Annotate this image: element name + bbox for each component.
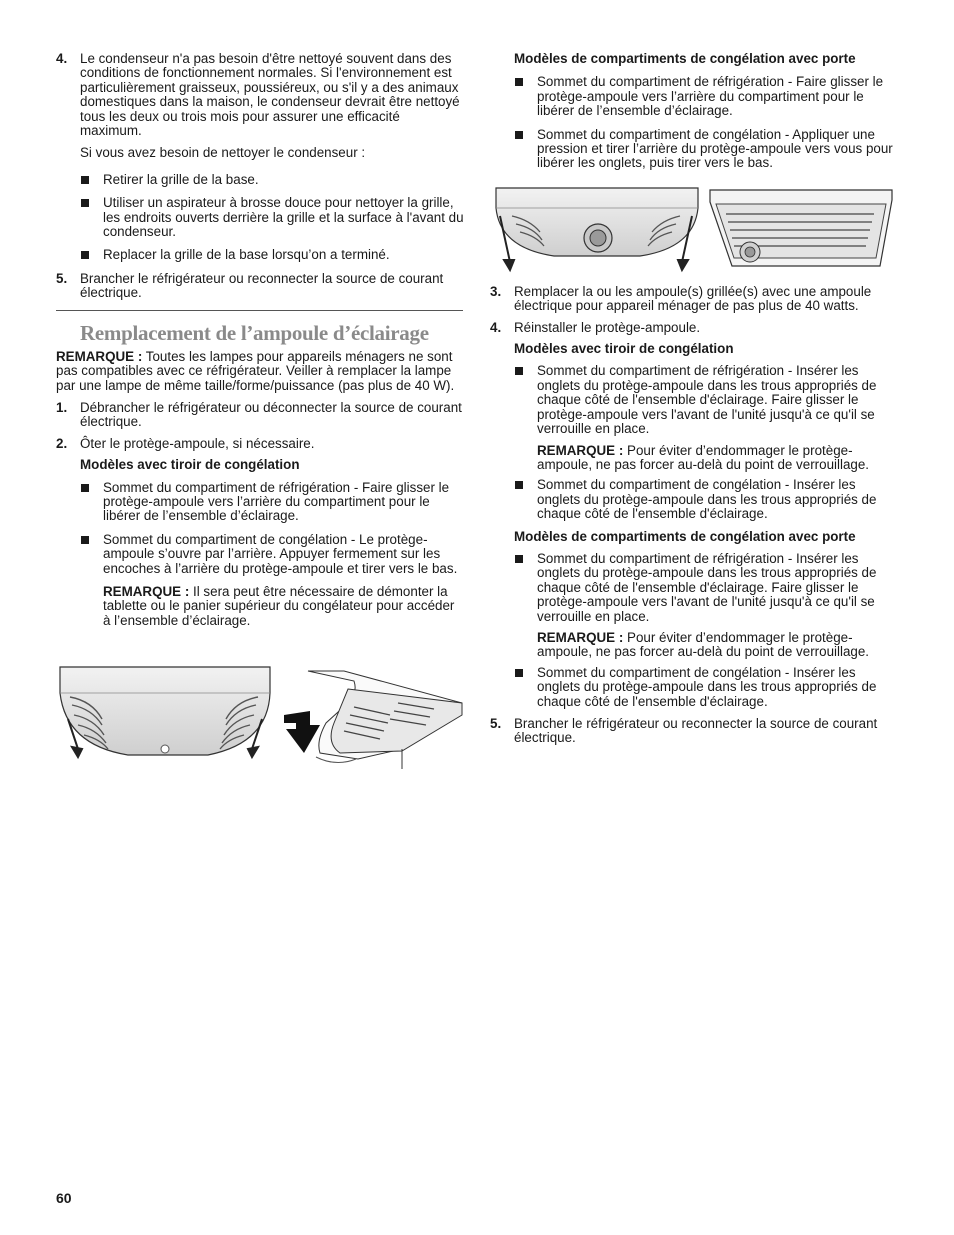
models-drawer-heading: Modèles avec tiroir de congélation <box>80 457 300 473</box>
bullet-item: Sommet du compartiment de congélation - Insérer les onglets du protège-ampoule dans les trous appropriés de chaque côté de l'ensemble d'éclairage. <box>490 666 898 709</box>
step-subtext: Si vous avez besoin de nettoyer le condenseur : <box>80 145 366 161</box>
bullet-item: Sommet du compartiment de réfrigération - Faire glisser le protège-ampoule vers l’arrière du compartiment pour le libérer de l’ensemble d’éclairage. <box>490 75 898 118</box>
bullet-item: Retirer la grille de la base. <box>56 173 464 187</box>
figure-door-light-shield <box>494 186 898 276</box>
step-text: Brancher le réfrigérateur ou reconnecter la source de courant électrique. <box>80 270 444 301</box>
step-number: 4. <box>490 319 502 335</box>
bullet-item: Sommet du compartiment de réfrigération - Insérer les onglets du protège-ampoule dans les trous appropriés de chaque côté de l'ensemble d'éclairage. Faire glisser le protège-ampoule vers l'avant de l'unité jusqu'à ce qu'il se verrouille en place. <box>490 552 898 624</box>
light-shield-illustration <box>494 186 898 276</box>
step-number: 2. <box>56 435 68 451</box>
step-text: Le condenseur n'a pas besoin d'être nettoyé souvent dans des conditions de fonctionnement normales. Si l'environnement est particulièrement graisseux, poussiéreux, ou s'il y a des animaux domestiques dans la maison, le condenseur devrait être nettoyé tous les deux ou trois mois pour assurer une efficacité maximum. <box>80 51 460 139</box>
step-number: 4. <box>56 51 68 66</box>
models-door-heading: Modèles de compartiments de congélation avec porte <box>514 51 856 66</box>
step-5-reconnect <box>56 272 464 301</box>
drawer-note <box>490 444 898 473</box>
figure-drawer-light-shield <box>58 663 468 771</box>
drawer-note <box>56 585 464 628</box>
step-4-reinstall <box>490 321 898 335</box>
step-3-replace-bulb <box>490 285 898 314</box>
remarque-note <box>56 350 464 393</box>
step-number: 5. <box>56 270 68 286</box>
note-label: REMARQUE : <box>537 442 624 458</box>
models-drawer-heading: Modèles avec tiroir de congélation <box>514 341 734 357</box>
step-2-remove-shield <box>56 437 464 451</box>
bullet-item: Sommet du compartiment de congélation - Appliquer une pression et tirer l’arrière du protège-ampoule vers vous pour libérer les onglets, puis tirer vers le bas. <box>490 128 898 171</box>
step-text: Débrancher le réfrigérateur ou déconnecter la source de courant électrique. <box>80 399 462 430</box>
door-note <box>490 631 898 660</box>
note-text: Pour éviter d’endommager le protège-ampoule, ne pas forcer au-delà du point de verrouillage. <box>537 442 870 472</box>
bullet-item: Sommet du compartiment de congélation - Le protège-ampoule s’ouvre par l’arrière. Appuyer fermement sur les encoches à l’arrière du protège-ampoule et tirer vers le bas. <box>56 533 464 576</box>
step-text: Ôter le protège-ampoule, si nécessaire. <box>80 435 315 451</box>
bullet-item: Replacer la grille de la base lorsqu’on a terminé. <box>56 248 464 262</box>
note-text: Pour éviter d’endommager le protège-ampoule, ne pas forcer au-delà du point de verrouillage. <box>537 629 870 660</box>
models-door-heading-2: Modèles de compartiments de congélation avec porte <box>514 528 856 544</box>
remarque-text: Toutes les lampes pour appareils ménagers ne sont pas compatibles avec ce réfrigérateur. Veiller à remplacer la lampe par une lampe de même taille/forme/puissance (pas plus de 40 W). <box>56 348 455 393</box>
section-title: Remplacement de l’ampoule d’éclairage <box>80 320 429 345</box>
step-number: 3. <box>490 283 502 299</box>
remarque-label: REMARQUE : <box>56 348 143 364</box>
bullet-item: Utiliser un aspirateur à brosse douce pour nettoyer la grille, les endroits ouverts derrière la grille et la surface à l'avant du condenseur. <box>56 196 464 239</box>
step-5-reconnect <box>490 717 898 746</box>
step-4-condenser <box>56 52 464 161</box>
bullet-item: Sommet du compartiment de réfrigération - Faire glisser le protège-ampoule vers l’arrière du compartiment pour le libérer de l’ensemble d’éclairage. <box>56 481 464 524</box>
step-number: 5. <box>490 716 502 731</box>
step-1-unplug <box>56 401 464 430</box>
note-text: Il sera peut être nécessaire de démonter la tablette ou le panier supérieur du congélateur pour accéder à l’ensemble d’éclairage. <box>103 583 455 628</box>
note-label: REMARQUE : <box>537 629 624 645</box>
section-divider <box>56 310 463 311</box>
step-number: 1. <box>56 399 68 415</box>
light-shield-illustration <box>58 663 468 771</box>
step-text: Remplacer la ou les ampoule(s) grillée(s) avec une ampoule électrique pour appareil ménager de pas plus de 40 watts. <box>514 283 872 314</box>
right-column <box>490 52 898 753</box>
left-column <box>56 52 464 634</box>
bullet-item: Sommet du compartiment de congélation - Insérer les onglets du protège-ampoule dans les trous appropriés de chaque côté de l'ensemble d'éclairage. <box>490 478 898 521</box>
step-text: Réinstaller le protège-ampoule. <box>514 319 701 335</box>
note-label: REMARQUE : <box>103 583 190 599</box>
step-text: Brancher le réfrigérateur ou reconnecter la source de courant électrique. <box>514 716 878 746</box>
page-number: 60 <box>56 1190 72 1206</box>
bullet-item: Sommet du compartiment de réfrigération - Insérer les onglets du protège-ampoule dans les trous appropriés de chaque côté de l'ensemble d'éclairage. Faire glisser le protège-ampoule vers l'avant de l'unité jusqu'à ce qu'il se verrouille en place. <box>490 364 898 436</box>
